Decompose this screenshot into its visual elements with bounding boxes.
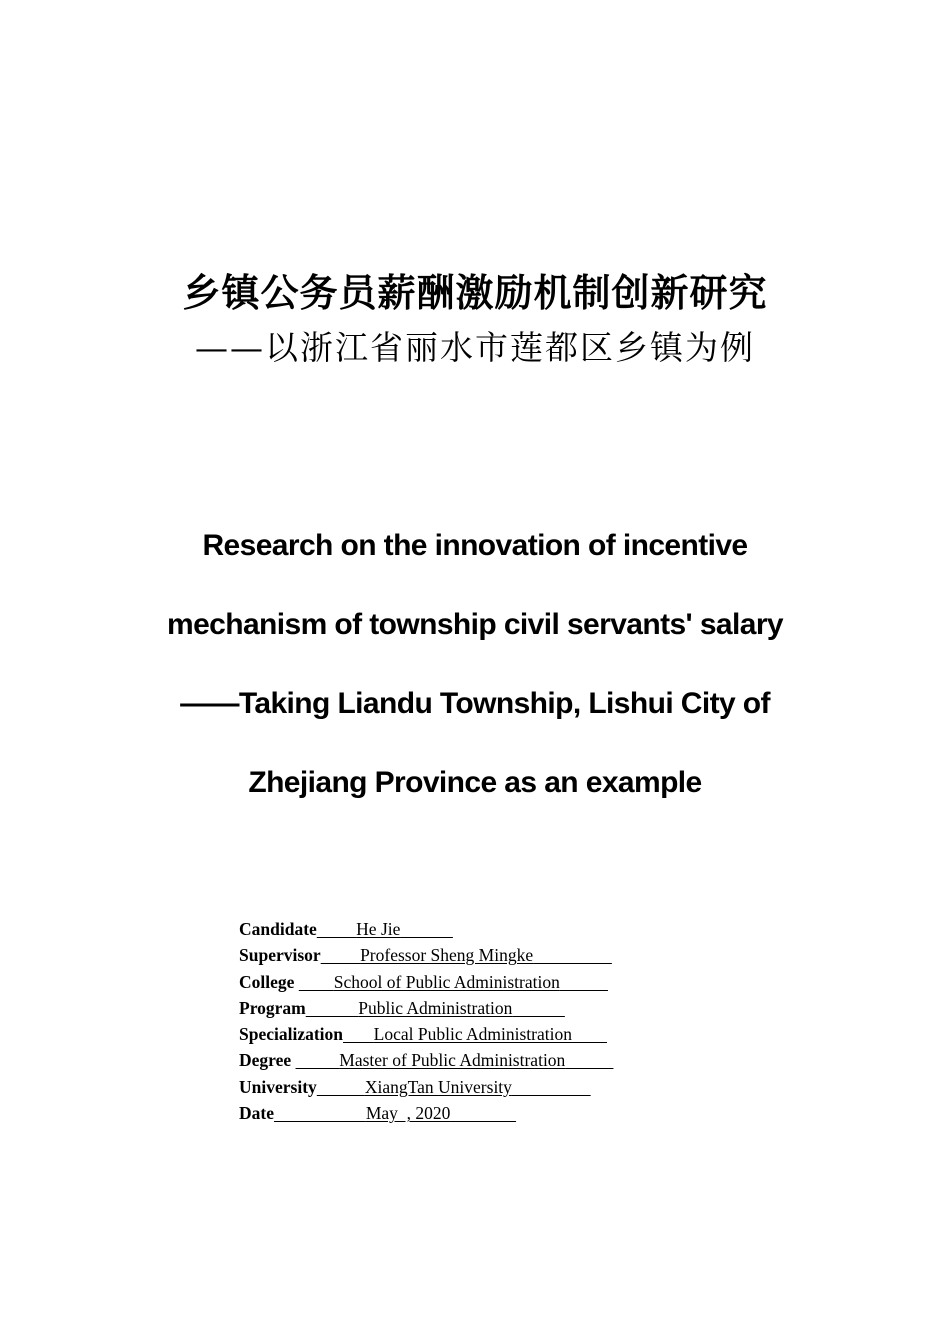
program-label: Program — [239, 997, 306, 1018]
candidate-value: He Jie — [356, 919, 401, 939]
program-value: Public Administration — [358, 997, 513, 1018]
candidate-label: Candidate — [239, 919, 317, 939]
chinese-subtitle: ——以浙江省丽水市莲都区乡镇为例 — [195, 328, 755, 367]
date-label: Date — [239, 1103, 274, 1124]
chinese-title: 乡镇公务员薪酬激励机制创新研究 — [182, 271, 768, 315]
info-row-degree — [239, 1047, 613, 1073]
supervisor-label: Supervisor — [239, 945, 321, 966]
english-title-line: mechanism of township civil servants' salary — [167, 608, 783, 641]
college-label: College — [239, 971, 295, 992]
university-value: XiangTan University — [364, 1076, 512, 1097]
date-value: May , 2020 — [365, 1103, 451, 1124]
specialization-value: Local Public Administration — [373, 1024, 572, 1045]
university-label: University — [239, 1076, 317, 1097]
info-row-college — [239, 969, 613, 995]
degree-label: Degree — [239, 1050, 292, 1071]
english-title — [0, 520, 950, 836]
thesis-info-block — [239, 916, 613, 1126]
info-row-specialization — [239, 1021, 613, 1047]
info-row-supervisor — [239, 942, 613, 968]
info-row-program — [239, 995, 613, 1021]
degree-value: Master of Public Administration — [339, 1050, 566, 1071]
supervisor-value: Professor Sheng Mingke — [360, 945, 534, 966]
specialization-label: Specialization — [239, 1024, 344, 1045]
english-title-line: ——Taking Liandu Township, Lishui City of — [180, 687, 770, 720]
english-title-line: Zhejiang Province as an example — [248, 766, 702, 799]
college-value: School of Public Administration — [333, 971, 560, 992]
info-row-university — [239, 1074, 613, 1100]
english-title-line: Research on the innovation of incentive — [202, 529, 748, 562]
info-row-candidate — [239, 916, 613, 942]
info-row-date — [239, 1100, 613, 1126]
